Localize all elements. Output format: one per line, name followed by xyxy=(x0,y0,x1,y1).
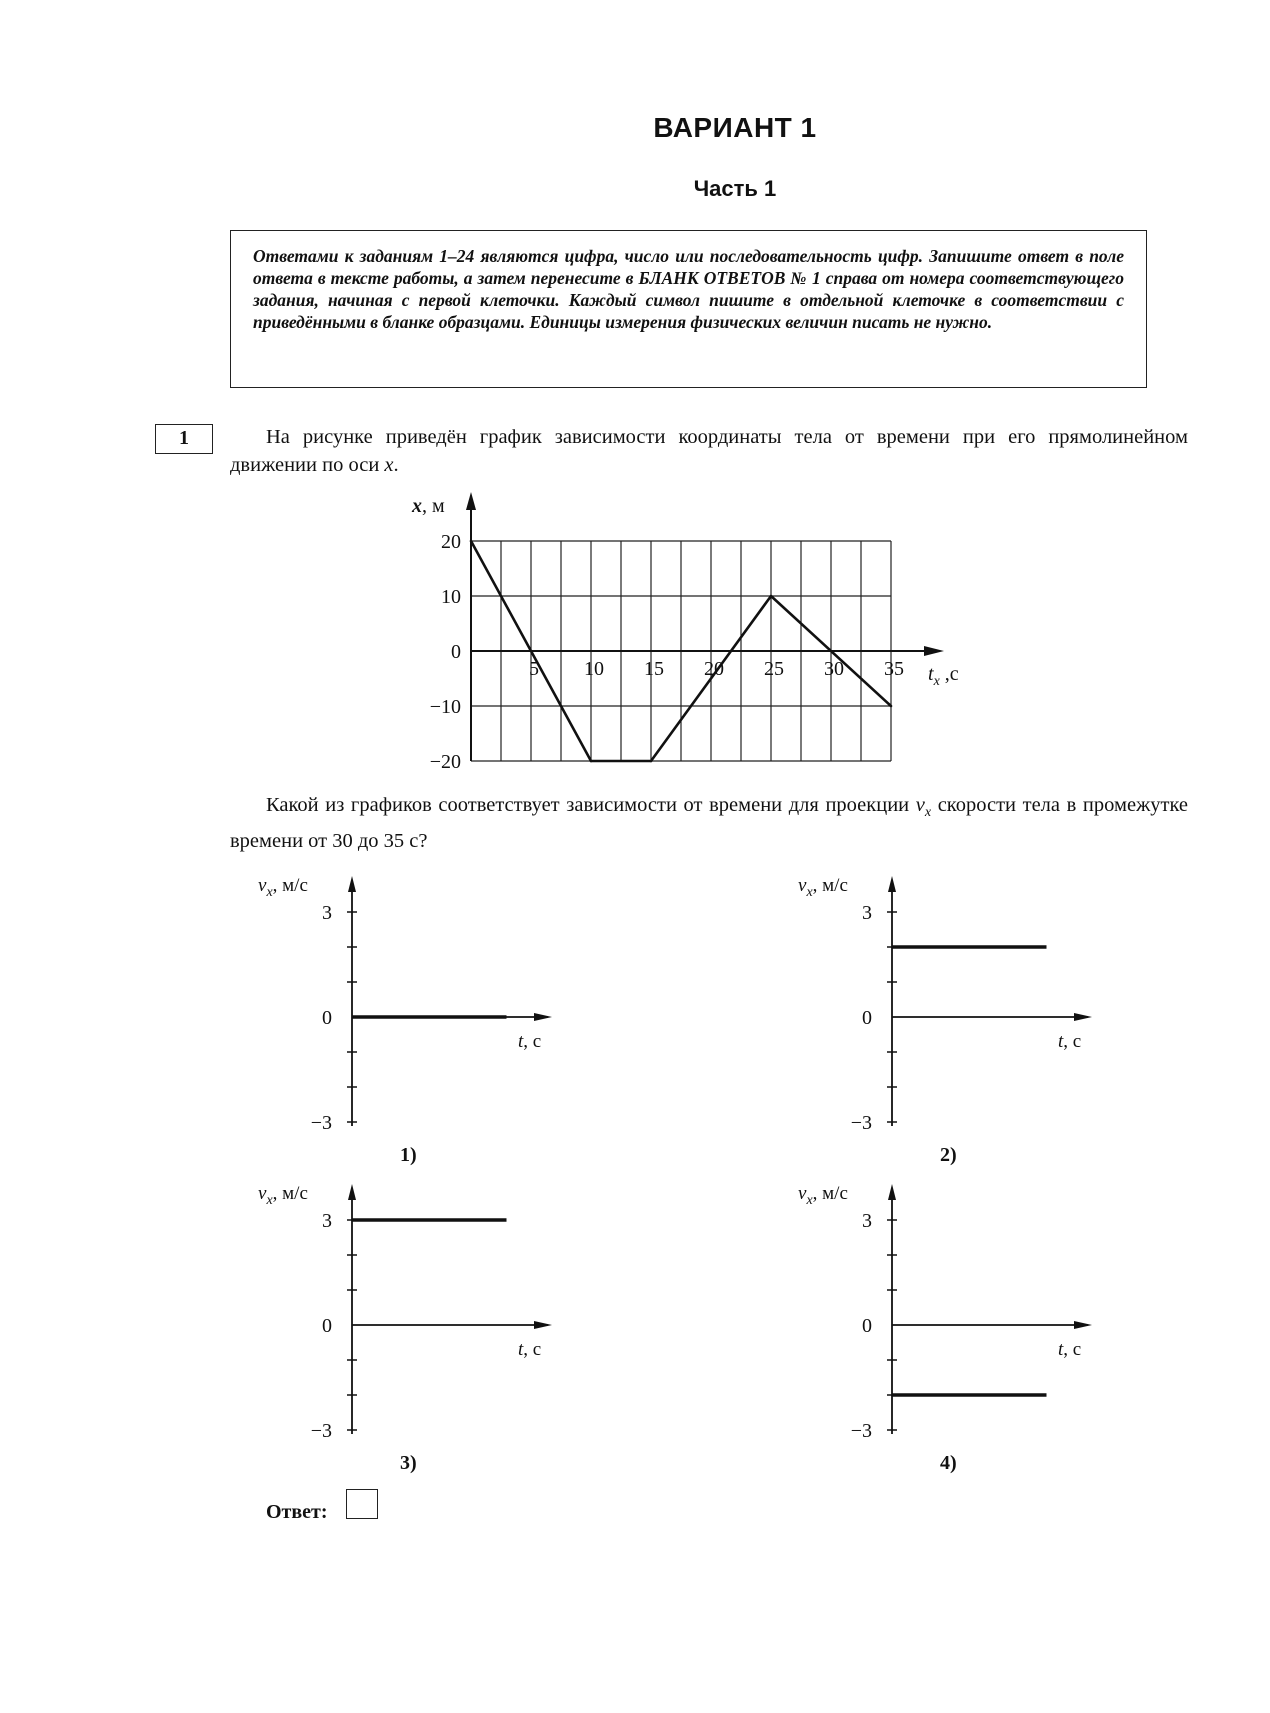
y-tick-label: 0 xyxy=(451,641,461,663)
option-x-arrow xyxy=(1074,1321,1092,1329)
option-y-label: $v_x$, м/с xyxy=(258,1183,308,1208)
option-y-label: $v_x$, м/с xyxy=(798,1183,848,1208)
instructions-box: Ответами к заданиям 1–24 являются цифра, число или последовательность цифр. Запишите ответ в поле ответа в тексте работы, а затем перенесите в БЛАНК ОТВЕТОВ № 1 справа от номера соответствующего задания, начиная с первой клеточки. Каждый символ пишите в отдельной клеточке в соответствии с приведёнными в бланке образцами. Единицы измерения физических величин писать не нужно. xyxy=(230,230,1147,388)
option-y-arrow xyxy=(348,876,356,892)
part-title: Часть 1 xyxy=(693,176,777,201)
option-x-arrow xyxy=(534,1321,552,1329)
y-tick-label: −20 xyxy=(429,751,461,773)
question-var: v xyxy=(915,794,925,816)
question-text-main: Какой из графиков соответствует зависимости от времени для проекции xyxy=(266,794,916,816)
option-y-label: $v_x$, м/с xyxy=(258,875,308,900)
x-tick-label: 25 xyxy=(764,658,784,680)
x-tick-label: 20 xyxy=(704,658,724,680)
option-x-label: t, с xyxy=(1058,1031,1082,1052)
option-y-tick-label: −3 xyxy=(310,1112,332,1134)
option-x-arrow xyxy=(1074,1013,1092,1021)
option-y-tick-label: 3 xyxy=(862,902,872,924)
option-caption: 3) xyxy=(400,1452,417,1474)
y-axis-label: x, м xyxy=(412,495,445,517)
option-x-label: t, с xyxy=(518,1339,542,1360)
option-chart-1 xyxy=(258,875,552,1166)
option-y-tick-label: 0 xyxy=(862,1007,872,1029)
chart-axes xyxy=(466,492,944,761)
chart-grid xyxy=(471,541,891,761)
option-y-tick-label: 0 xyxy=(862,1315,872,1337)
option-y-label: $v_x$, м/с xyxy=(798,875,848,900)
answer-option-charts xyxy=(0,860,1270,1480)
option-y-tick-label: −3 xyxy=(850,1420,872,1442)
option-chart-2 xyxy=(798,875,1092,1166)
y-tick-label: 20 xyxy=(441,531,461,553)
option-y-tick-label: 0 xyxy=(322,1315,332,1337)
chart-ticks xyxy=(430,531,904,773)
data-point xyxy=(650,760,653,763)
x-tick-label: 30 xyxy=(824,658,844,680)
variant-title: ВАРИАНТ 1 xyxy=(653,112,817,143)
x-axis-arrow xyxy=(924,646,944,656)
option-y-tick-label: 3 xyxy=(322,902,332,924)
y-tick-label: −10 xyxy=(429,696,461,718)
y-axis-arrow xyxy=(466,492,476,510)
option-y-tick-label: −3 xyxy=(310,1420,332,1442)
option-y-tick-label: −3 xyxy=(850,1112,872,1134)
option-x-label: t, с xyxy=(518,1031,542,1052)
data-point xyxy=(890,705,893,708)
option-y-arrow xyxy=(348,1184,356,1200)
x-tick-label: 10 xyxy=(584,658,604,680)
answer-label: Ответ: xyxy=(266,1501,328,1523)
option-x-label: t, с xyxy=(1058,1339,1082,1360)
question-text-rest: скорости тела в промежутке времени от 30 до 35 с? xyxy=(230,794,1188,853)
task-text xyxy=(230,423,1188,479)
question-text xyxy=(230,791,1188,855)
option-y-tick-label: 0 xyxy=(322,1007,332,1029)
option-chart-4 xyxy=(798,1183,1092,1474)
option-caption: 4) xyxy=(940,1452,957,1474)
x-tick-label: 5 xyxy=(529,658,539,680)
x-tick-label: 15 xyxy=(644,658,664,680)
question-var-sub: x xyxy=(924,805,932,821)
x-tick-label: 35 xyxy=(884,658,904,680)
option-caption: 1) xyxy=(400,1144,417,1166)
option-x-arrow xyxy=(534,1013,552,1021)
option-y-arrow xyxy=(888,1184,896,1200)
data-point xyxy=(590,760,593,763)
option-y-arrow xyxy=(888,876,896,892)
task-text-var: x xyxy=(384,454,394,476)
answer-input-box[interactable] xyxy=(346,1489,378,1519)
chart-series xyxy=(470,540,893,763)
task-text-end: . xyxy=(393,454,399,476)
data-point xyxy=(770,595,773,598)
option-y-tick-label: 3 xyxy=(862,1210,872,1232)
task-number: 1 xyxy=(155,424,213,454)
position-series-line xyxy=(471,541,891,761)
option-chart-3 xyxy=(258,1183,552,1474)
option-y-tick-label: 3 xyxy=(322,1210,332,1232)
option-caption: 2) xyxy=(940,1144,957,1166)
x-axis-label: $t_x$ ,с xyxy=(928,663,959,689)
data-point xyxy=(470,540,473,543)
y-tick-label: 10 xyxy=(441,586,461,608)
task-text-main: На рисунке приведён график зависимости координаты тела от времени при его прямолинейном движении по оси xyxy=(230,426,1188,476)
